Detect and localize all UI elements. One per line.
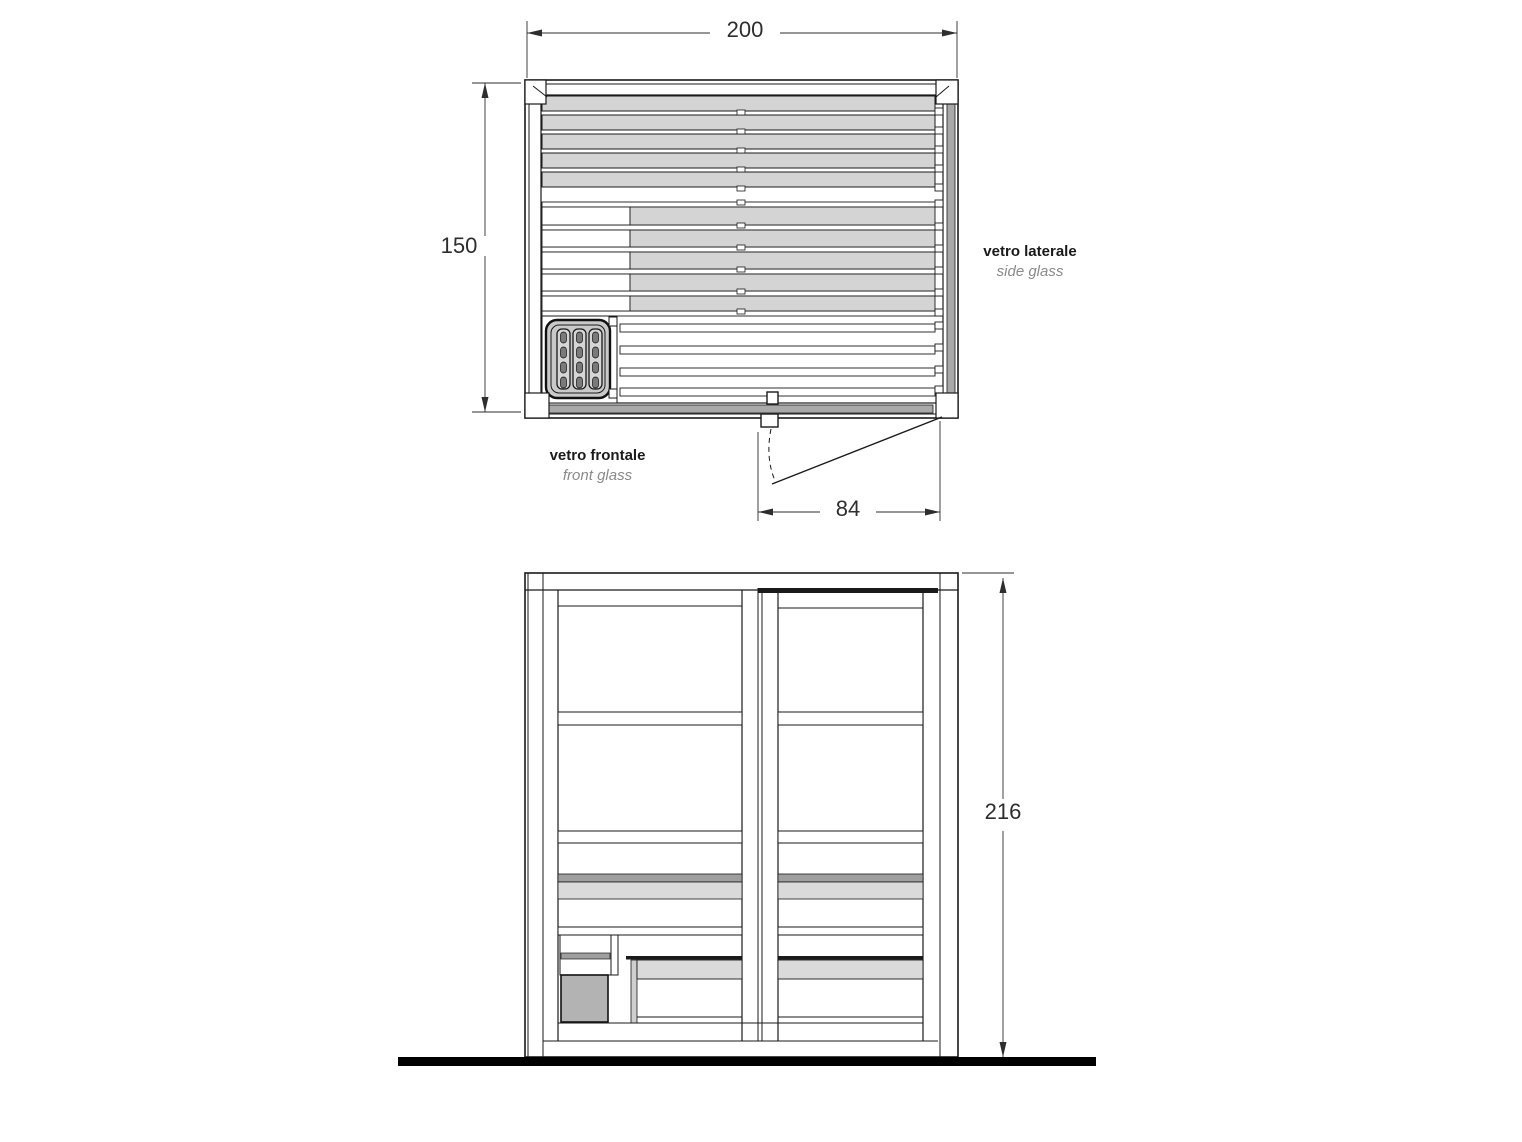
backrest-boards xyxy=(558,874,923,899)
label-front-glass-it: vetro frontale xyxy=(549,447,646,464)
heater-plan xyxy=(546,317,617,398)
door-leaf-open xyxy=(772,417,942,484)
wall-cleats xyxy=(935,108,943,393)
dimension-value-width: 200 xyxy=(710,20,780,40)
label-side-glass-it: vetro laterale xyxy=(983,243,1077,260)
heater-elevation xyxy=(561,975,608,1022)
label-front-glass-en: front glass xyxy=(562,467,633,484)
plan-view xyxy=(525,80,958,484)
label-side-glass-en: side glass xyxy=(996,263,1064,280)
heater-guard xyxy=(560,935,618,975)
dimension-value-depth: 150 xyxy=(430,236,488,256)
door-swing-arc xyxy=(769,429,776,483)
door-top-edge xyxy=(758,588,938,593)
side-glass-pane xyxy=(947,103,955,395)
dimension-value-door-opening: 84 xyxy=(820,499,876,519)
front-glass-pane xyxy=(549,405,933,413)
dimension-value-height: 216 xyxy=(972,802,1034,822)
ground-line xyxy=(398,1057,1096,1066)
